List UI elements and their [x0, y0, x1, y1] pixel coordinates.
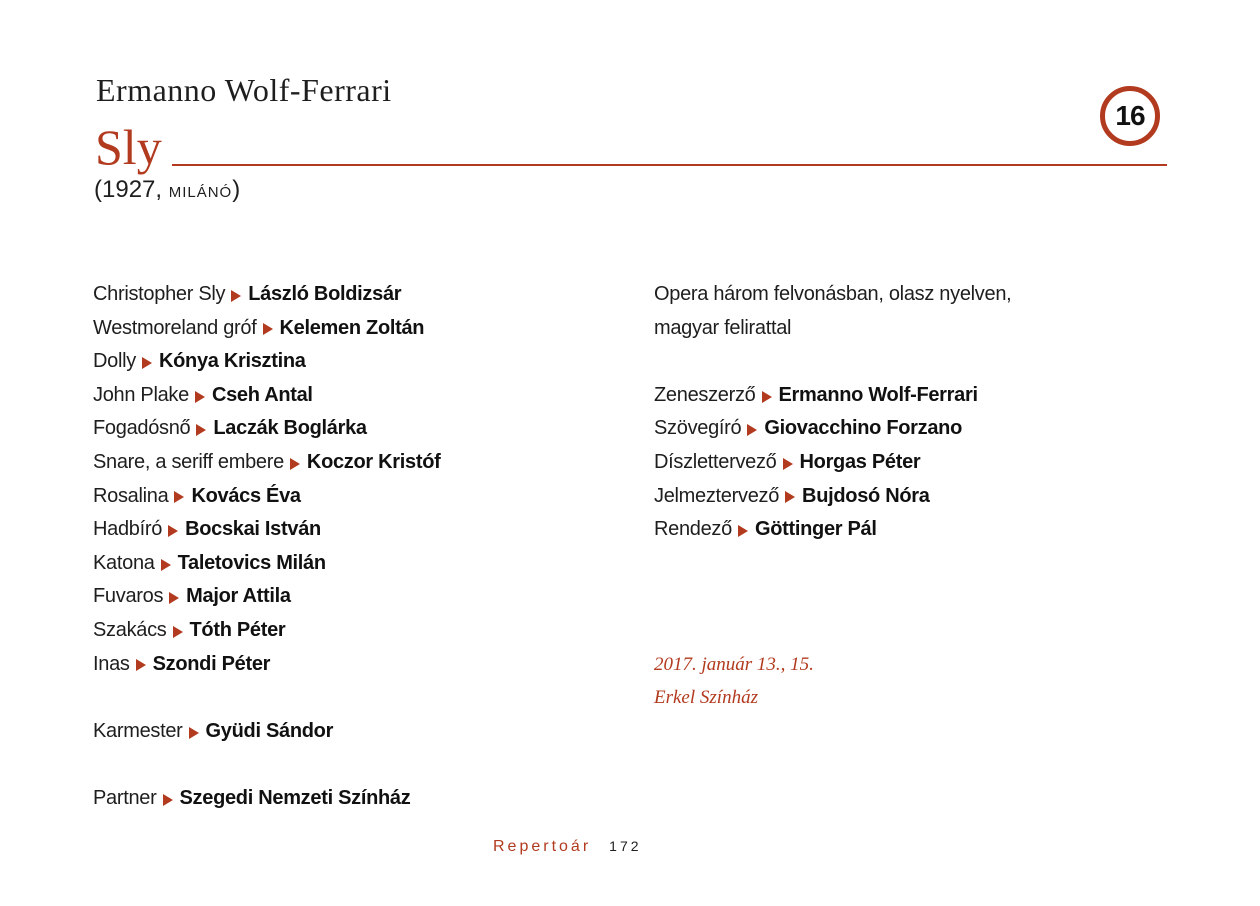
role-label: Szövegíró	[654, 417, 742, 440]
number-badge	[1100, 86, 1160, 146]
premiere-place: MILÁNÓ	[168, 184, 233, 201]
opera-title: Sly	[95, 119, 162, 175]
spacer	[654, 614, 1154, 648]
creator-row	[654, 412, 1154, 446]
conductor-row	[93, 715, 613, 749]
premiere-open: (1927,	[94, 176, 169, 203]
arrow-icon	[174, 491, 184, 503]
arrow-icon	[142, 357, 152, 369]
creator-name: Bujdosó Nóra	[802, 484, 930, 507]
role-label: Fuvaros	[93, 585, 164, 608]
cast-row	[93, 648, 613, 682]
spacer	[93, 681, 613, 715]
role-label: Jelmeztervező	[654, 484, 780, 507]
creator-row	[654, 446, 1154, 480]
arrow-icon	[195, 391, 205, 403]
performer-name: Cseh Antal	[211, 383, 313, 406]
performer-name: Szondi Péter	[152, 652, 271, 675]
spacer	[654, 580, 1154, 614]
performer-name: Bocskai István	[185, 518, 321, 541]
creator-name: Göttinger Pál	[754, 518, 877, 541]
arrow-icon	[161, 559, 171, 571]
role-label: Hadbíró	[93, 518, 163, 541]
description-line: magyar felirattal	[654, 316, 792, 339]
cast-row	[93, 580, 613, 614]
role-label: Rosalina	[93, 484, 169, 507]
conductor-name: Gyüdi Sándor	[205, 719, 334, 742]
spacer	[654, 345, 1154, 379]
creator-row	[654, 513, 1154, 547]
footer-section: Repertoár	[493, 838, 592, 855]
page-number: 172	[609, 838, 642, 854]
description-line: Opera három felvonásban, olasz nyelven,	[654, 283, 1012, 305]
spacer	[93, 748, 613, 782]
arrow-icon	[163, 794, 173, 806]
role-label: Dolly	[93, 350, 136, 373]
cast-row	[93, 278, 613, 312]
arrow-icon	[783, 458, 793, 470]
performer-name: Major Attila	[186, 585, 291, 608]
creator-row	[654, 379, 1154, 413]
role-label: Díszlettervező	[654, 450, 777, 473]
role-label: Fogadósnő	[93, 417, 191, 440]
arrow-icon	[738, 525, 748, 537]
cast-row	[93, 513, 613, 547]
partner-name: Szegedi Nemzeti Színház	[179, 786, 411, 809]
role-label: Karmester	[93, 719, 183, 742]
partner-row	[93, 782, 613, 816]
arrow-icon	[263, 323, 273, 335]
cast-row	[93, 412, 613, 446]
title-rule	[172, 164, 1167, 166]
arrow-icon	[785, 491, 795, 503]
performer-name: Koczor Kristóf	[306, 450, 441, 473]
performer-name: Kovács Éva	[191, 484, 301, 507]
performer-name: Kónya Krisztina	[158, 350, 306, 373]
arrow-icon	[762, 391, 772, 403]
role-label: Westmoreland gróf	[93, 316, 257, 339]
performer-name: Taletovics Milán	[177, 551, 326, 574]
cast-row	[93, 614, 613, 648]
role-label: Inas	[93, 652, 130, 675]
creator-name: Ermanno Wolf-Ferrari	[778, 383, 978, 406]
performance-dates: 2017. január 13., 15.	[654, 653, 814, 675]
cast-column	[93, 278, 613, 816]
spacer	[654, 547, 1154, 581]
creator-name: Giovacchino Forzano	[764, 417, 963, 440]
cast-row	[93, 480, 613, 514]
role-label: Katona	[93, 551, 155, 574]
arrow-icon	[168, 525, 178, 537]
performer-name: Laczák Boglárka	[213, 417, 367, 440]
info-column	[654, 278, 1154, 715]
performer-name: László Boldizsár	[248, 283, 402, 305]
role-label: Zeneszerző	[654, 383, 756, 406]
role-label: Snare, a seriff embere	[93, 450, 284, 473]
role-label: John Plake	[93, 383, 189, 406]
premiere-info	[94, 176, 240, 204]
arrow-icon	[173, 626, 183, 638]
arrow-icon	[169, 592, 179, 604]
cast-row	[93, 312, 613, 346]
cast-row	[93, 547, 613, 581]
composer-name: Ermanno Wolf-Ferrari	[96, 72, 392, 108]
role-label: Rendező	[654, 518, 732, 541]
creator-row	[654, 480, 1154, 514]
cast-row	[93, 379, 613, 413]
performer-name: Kelemen Zoltán	[279, 316, 425, 339]
role-label: Partner	[93, 786, 157, 809]
premiere-close: )	[232, 176, 241, 203]
cast-row	[93, 345, 613, 379]
arrow-icon	[189, 727, 199, 739]
page-footer	[493, 838, 642, 856]
arrow-icon	[290, 458, 300, 470]
role-label: Szakács	[93, 618, 167, 641]
arrow-icon	[747, 424, 757, 436]
role-label: Christopher Sly	[93, 283, 226, 305]
performer-name: Tóth Péter	[189, 618, 286, 641]
arrow-icon	[136, 659, 146, 671]
creator-name: Horgas Péter	[799, 450, 921, 473]
arrow-icon	[231, 290, 241, 302]
arrow-icon	[196, 424, 206, 436]
performance-venue: Erkel Színház	[654, 687, 758, 709]
badge-number: 16	[1115, 100, 1145, 131]
cast-row	[93, 446, 613, 480]
